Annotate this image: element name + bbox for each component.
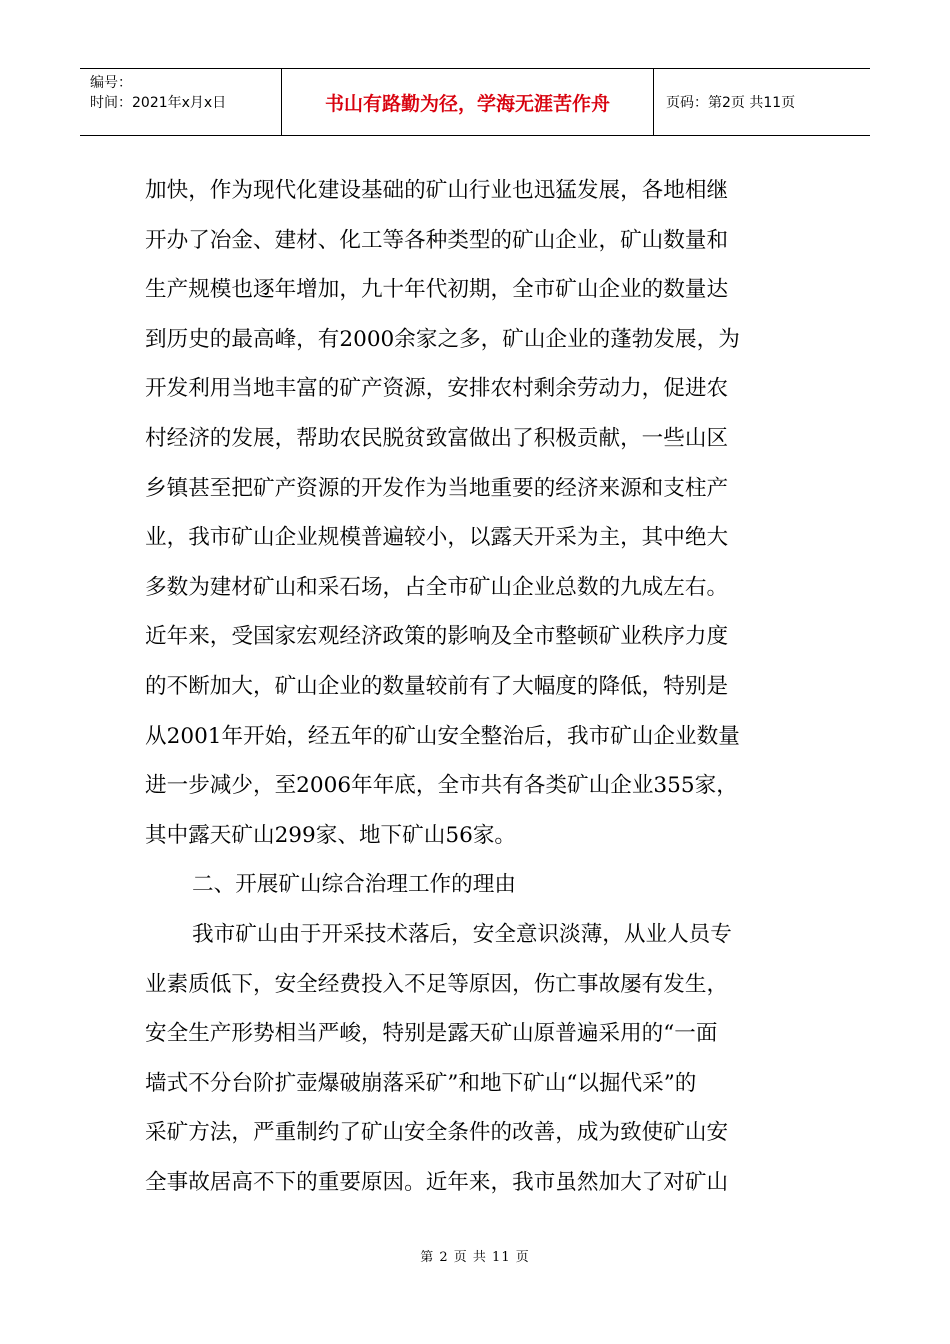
section-heading: 二、开展矿山综合治理工作的理由 <box>192 872 516 898</box>
document-body <box>145 166 815 1207</box>
body-line: 业，我市矿山企业规模普遍较小，以露天开采为主，其中绝大 <box>145 525 729 551</box>
paragraph-line: 采矿方法，严重制约了矿山安全条件的改善，成为致使矿山安 <box>145 1120 729 1146</box>
body-line: 到历史的最高峰，有2000余家之多，矿山企业的蓬勃发展，为 <box>145 326 740 352</box>
body-line: 开办了冶金、建材、化工等各种类型的矿山企业，矿山数量和 <box>145 227 729 253</box>
document-time-label: 时间：2021年x月x日 <box>90 95 227 111</box>
body-line: 乡镇甚至把矿产资源的开发作为当地重要的经济来源和支柱产 <box>145 475 729 501</box>
body-line: 进一步减少，至2006年年底，全市共有各类矿山企业355家， <box>145 773 738 799</box>
paragraph-line: 全事故居高不下的重要原因。近年来，我市虽然加大了对矿山 <box>145 1169 729 1195</box>
paragraph-line: 安全生产形势相当严峻，特别是露天矿山原普遍采用的“一面 <box>145 1021 718 1047</box>
body-line: 生产规模也逐年增加，九十年代初期，全市矿山企业的数量达 <box>145 277 729 303</box>
header-motto: 书山有路勤为径，学海无涯苦作舟 <box>282 69 654 135</box>
header-page-info: 页码：第2页 共11页 <box>666 95 796 111</box>
body-line: 多数为建材矿山和采石场，占全市矿山企业总数的九成左右。 <box>145 574 729 600</box>
body-line: 开发利用当地丰富的矿产资源，安排农村剩余劳动力，促进农 <box>145 376 729 402</box>
body-line: 近年来，受国家宏观经济政策的影响及全市整顿矿业秩序力度 <box>145 624 729 650</box>
body-line: 加快，作为现代化建设基础的矿山行业也迅猛发展，各地相继 <box>145 178 729 203</box>
paragraph-line: 我市矿山由于开采技术落后，安全意识淡薄，从业人员专 <box>192 921 732 947</box>
document-number-label: 编号： <box>90 75 132 91</box>
body-line: 从2001年开始，经五年的矿山安全整治后，我市矿山企业数量 <box>145 723 740 749</box>
page-footer: 第 2 页 共 11 页 <box>420 1250 530 1265</box>
body-line: 其中露天矿山299家、地下矿山56家。 <box>145 822 517 848</box>
paragraph-line: 墙式不分台阶扩壶爆破崩落采矿”和地下矿山“以掘代采”的 <box>145 1070 697 1096</box>
paragraph-line: 业素质低下，安全经费投入不足等原因，伤亡事故屡有发生， <box>145 971 729 997</box>
page-header <box>80 68 870 136</box>
body-line: 的不断加大，矿山企业的数量较前有了大幅度的降低，特别是 <box>145 673 729 699</box>
header-meta <box>80 69 282 135</box>
body-line: 村经济的发展，帮助农民脱贫致富做出了积极贡献，一些山区 <box>145 425 729 451</box>
